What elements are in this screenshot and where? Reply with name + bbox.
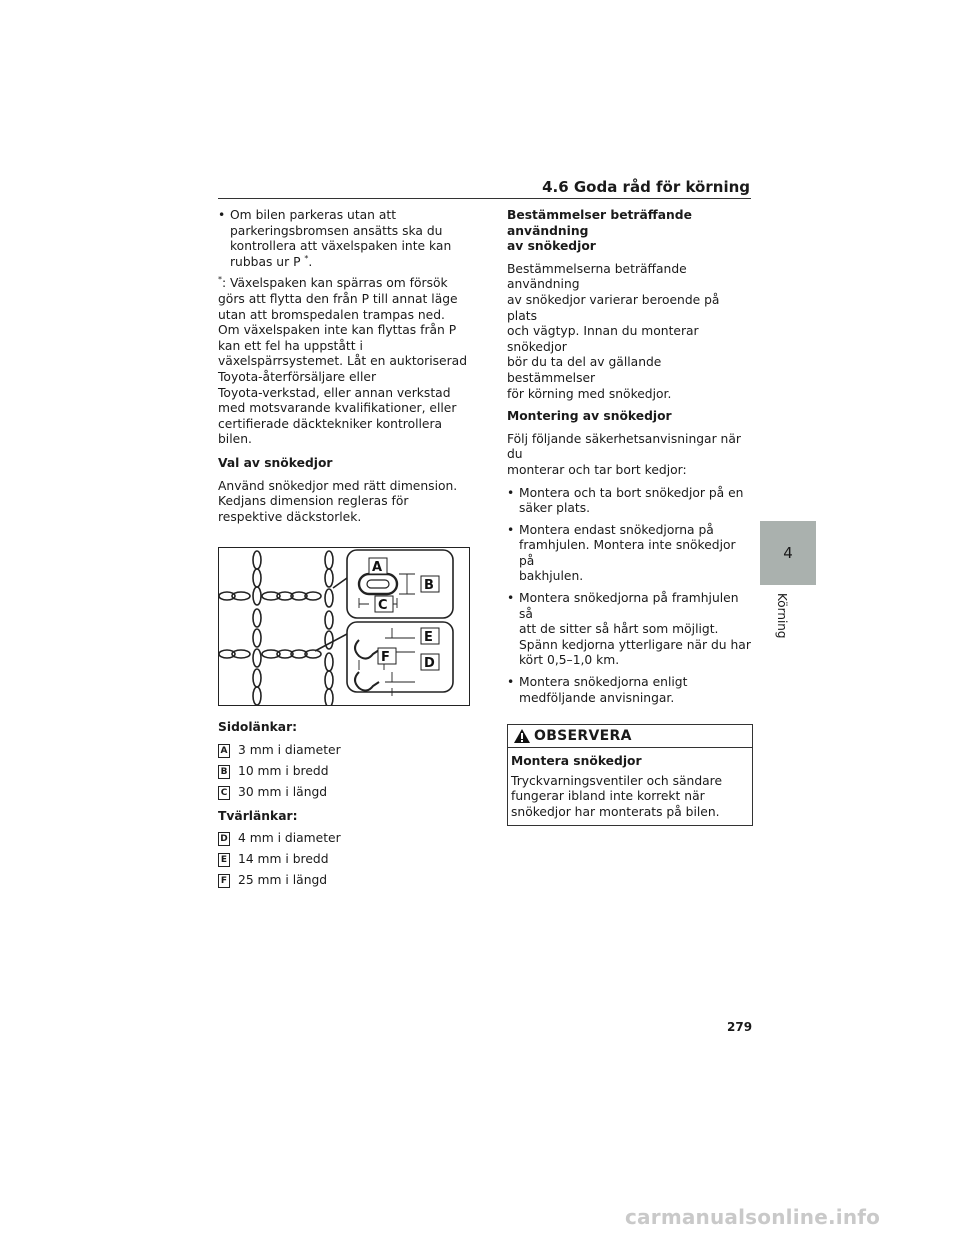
heading-line: Bestämmelser beträffande användning xyxy=(507,208,692,238)
spec-letter: D xyxy=(218,832,230,846)
text-line: Bestämmelserna beträffande användning xyxy=(507,261,687,292)
warning-subtitle: Montera snökedjor xyxy=(511,754,642,769)
choice-paragraph xyxy=(218,479,473,526)
spec-row xyxy=(218,831,473,847)
spec-text: 25 mm i längd xyxy=(238,873,328,888)
heading-cross-links: Tvärlänkar: xyxy=(218,808,298,823)
figure-label-A: A xyxy=(372,560,383,576)
bullet-line: medföljande anvisningar. xyxy=(519,690,675,705)
warning-header xyxy=(508,725,752,748)
bullet-line: framhjulen. Montera inte snökedjor på xyxy=(519,538,736,568)
figure-label-E: E xyxy=(424,630,433,646)
bullet-dot: • xyxy=(507,485,515,500)
snow-chain-figure xyxy=(218,547,470,706)
rules-paragraph xyxy=(507,262,753,402)
spec-letter: A xyxy=(218,744,230,758)
footnote-marker: * xyxy=(218,275,222,285)
bullet-line: kontrollera att växelspaken inte kan xyxy=(230,239,452,254)
spec-row xyxy=(218,852,473,868)
bullet-line: Montera snökedjorna på framhjulen så xyxy=(519,591,739,621)
bullet-line: Spänn kedjorna ytterligare när du har xyxy=(519,637,751,652)
bullet-line: Montera endast snökedjorna på xyxy=(519,522,714,537)
warning-title: OBSERVERA xyxy=(534,728,632,745)
spec-text: 3 mm i diameter xyxy=(238,742,341,757)
spec-text: 30 mm i längd xyxy=(238,785,328,800)
bullet-mount-3 xyxy=(507,591,753,669)
text-line: Följ följande säkerhetsanvisningar när du xyxy=(507,431,741,462)
footnote-line: kan ett fel ha uppstått i xyxy=(218,338,363,353)
spec-text: 4 mm i diameter xyxy=(238,831,341,846)
footnote-line: växelspärrsystemet. Låt en auktoriserad xyxy=(218,354,468,369)
figure-label-B: B xyxy=(424,578,434,594)
text-line: Tryckvarningsventiler och sändare xyxy=(511,773,723,788)
footnote-line: Om växelspaken inte kan flyttas från P xyxy=(218,323,457,338)
footnote xyxy=(218,276,473,448)
warning-triangle-icon xyxy=(513,728,531,744)
heading-choice: Val av snökedjor xyxy=(218,455,333,470)
spec-letter: B xyxy=(218,765,230,779)
bullet-line: rubbas ur P xyxy=(230,254,301,269)
heading-rules xyxy=(507,208,753,255)
snow-chain-illustration xyxy=(219,548,469,705)
bullet-line: att de sitter så hårt som möjligt. xyxy=(519,622,719,637)
footnote-marker: * xyxy=(304,253,309,263)
text-line: monterar och tar bort kedjor: xyxy=(507,462,687,477)
footnote-line: certifierade däcktekniker kontrollera xyxy=(218,416,443,431)
bullet-line: säker plats. xyxy=(519,501,591,516)
chapter-tab[interactable] xyxy=(760,521,816,585)
figure-label-D: D xyxy=(424,656,435,672)
section-title: 4.6 Goda råd för körning xyxy=(542,178,750,196)
bullet-line: Montera och ta bort snökedjor på en xyxy=(519,485,744,500)
spec-letter: F xyxy=(218,874,230,888)
bullet-dot: • xyxy=(218,208,226,222)
footnote-line: utan att bromspedalen trampas ned. xyxy=(218,307,445,322)
text-line: snökedjor har monterats på bilen. xyxy=(511,805,720,819)
warning-box xyxy=(507,724,753,825)
spec-row xyxy=(218,764,473,780)
bullet-mount-2 xyxy=(507,523,753,585)
heading-mount: Montering av snökedjor xyxy=(507,409,672,424)
bullet-line: Montera snökedjorna enligt xyxy=(519,675,688,690)
spec-letter: C xyxy=(218,786,230,800)
bullet-line: Om bilen parkeras utan att xyxy=(230,208,397,222)
text-line: Kedjans dimension regleras för xyxy=(218,494,409,509)
spec-row xyxy=(218,743,473,759)
footnote-line: Toyota-återförsäljare eller xyxy=(218,369,377,384)
bullet-line: parkeringsbromsen ansätts ska du xyxy=(230,223,443,238)
left-column xyxy=(218,208,473,895)
figure-label-F: F xyxy=(381,650,390,666)
footnote-line: görs att flytta den från P till annat läge xyxy=(218,291,458,306)
watermark: carmanualsonline.info xyxy=(625,1205,881,1229)
warning-text xyxy=(511,774,749,821)
page-number: 279 xyxy=(727,1020,753,1034)
heading-side-links: Sidolänkar: xyxy=(218,720,298,735)
header-rule xyxy=(218,198,751,199)
text-line: av snökedjor varierar beroende på plats xyxy=(507,292,720,323)
footnote-line: Toyota-verkstad, eller annan verkstad xyxy=(218,385,451,400)
bullet-dot: • xyxy=(507,591,515,606)
spec-text: 14 mm i bredd xyxy=(238,852,329,867)
bullet-line: kört 0,5–1,0 km. xyxy=(519,653,620,668)
bullet-end: . xyxy=(308,254,313,269)
footnote-line: bilen. xyxy=(218,432,252,447)
text-line: Använd snökedjor med rätt dimension. xyxy=(218,478,458,493)
chapter-label: Körning xyxy=(775,593,789,639)
spec-letter: E xyxy=(218,853,230,867)
spec-row xyxy=(218,873,473,889)
footnote-line: med motsvarande kvalifikationer, eller xyxy=(218,401,457,416)
text-line: fungerar ibland inte korrekt när xyxy=(511,789,705,804)
mount-intro xyxy=(507,432,753,479)
figure-label-C: C xyxy=(378,598,388,614)
bullet-dot: • xyxy=(507,522,515,537)
text-line: för körning med snökedjor. xyxy=(507,386,672,401)
bullet-line: bakhjulen. xyxy=(519,569,584,584)
bullet-mount-4 xyxy=(507,675,753,706)
spec-text: 10 mm i bredd xyxy=(238,763,329,778)
text-line: respektive däckstorlek. xyxy=(218,509,362,524)
heading-line: av snökedjor xyxy=(507,239,596,254)
warning-body xyxy=(508,748,752,824)
spec-row xyxy=(218,785,473,801)
bullet-dot: • xyxy=(507,675,515,690)
text-line: bör du ta del av gällande bestämmelser xyxy=(507,355,662,385)
footnote-line: : Växelspaken kan spärras om försök xyxy=(222,276,448,291)
bullet-mount-1 xyxy=(507,486,753,517)
text-line: och vägtyp. Innan du monterar snökedjor xyxy=(507,324,699,354)
right-column xyxy=(507,208,753,826)
chapter-number: 4 xyxy=(783,544,793,562)
bullet-parking xyxy=(218,208,473,270)
